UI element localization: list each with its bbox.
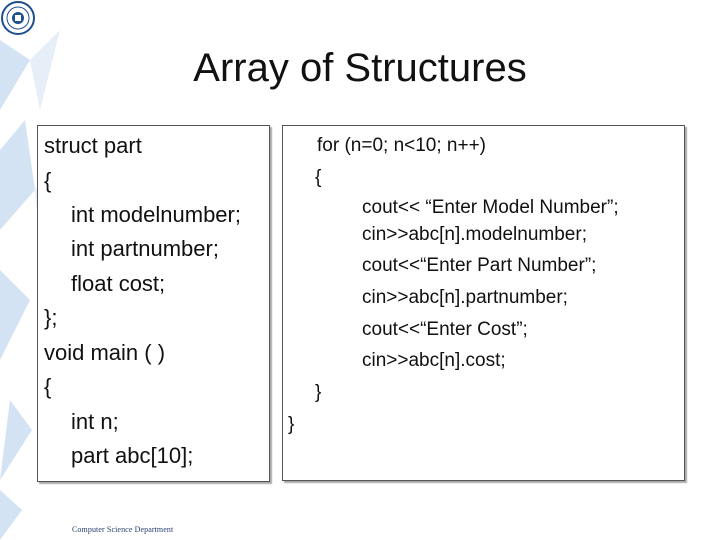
code-line: } — [315, 382, 322, 403]
loop-code-box — [282, 125, 685, 481]
code-line: { — [44, 168, 52, 193]
code-line: float cost; — [71, 271, 166, 296]
code-line: cout<<“Enter Cost”; — [362, 319, 528, 340]
code-line: int modelnumber; — [71, 202, 241, 227]
code-line: }; — [44, 305, 58, 330]
code-line: cout<< “Enter Model Number”; — [362, 197, 619, 218]
university-seal-icon — [1, 1, 35, 35]
code-line: part abc[10]; — [71, 443, 194, 468]
code-line: int n; — [71, 409, 119, 434]
page-title: Array of Structures — [193, 46, 527, 90]
struct-code-box — [37, 125, 270, 482]
code-line: void main ( ) — [44, 340, 166, 365]
code-line: int partnumber; — [71, 236, 219, 261]
footer-department: Computer Science Department — [72, 525, 174, 534]
code-line: cin>>abc[n].cost; — [362, 350, 506, 371]
code-line: for (n=0; n<10; n++) — [317, 135, 487, 156]
code-line: struct part — [44, 133, 142, 158]
code-line: { — [315, 167, 322, 188]
code-line: cout<<“Enter Part Number”; — [362, 255, 597, 276]
code-line: } — [288, 414, 295, 435]
code-line: { — [44, 374, 52, 399]
code-line: cin>>abc[n].modelnumber; — [362, 224, 587, 245]
code-line: cin>>abc[n].partnumber; — [362, 287, 568, 308]
